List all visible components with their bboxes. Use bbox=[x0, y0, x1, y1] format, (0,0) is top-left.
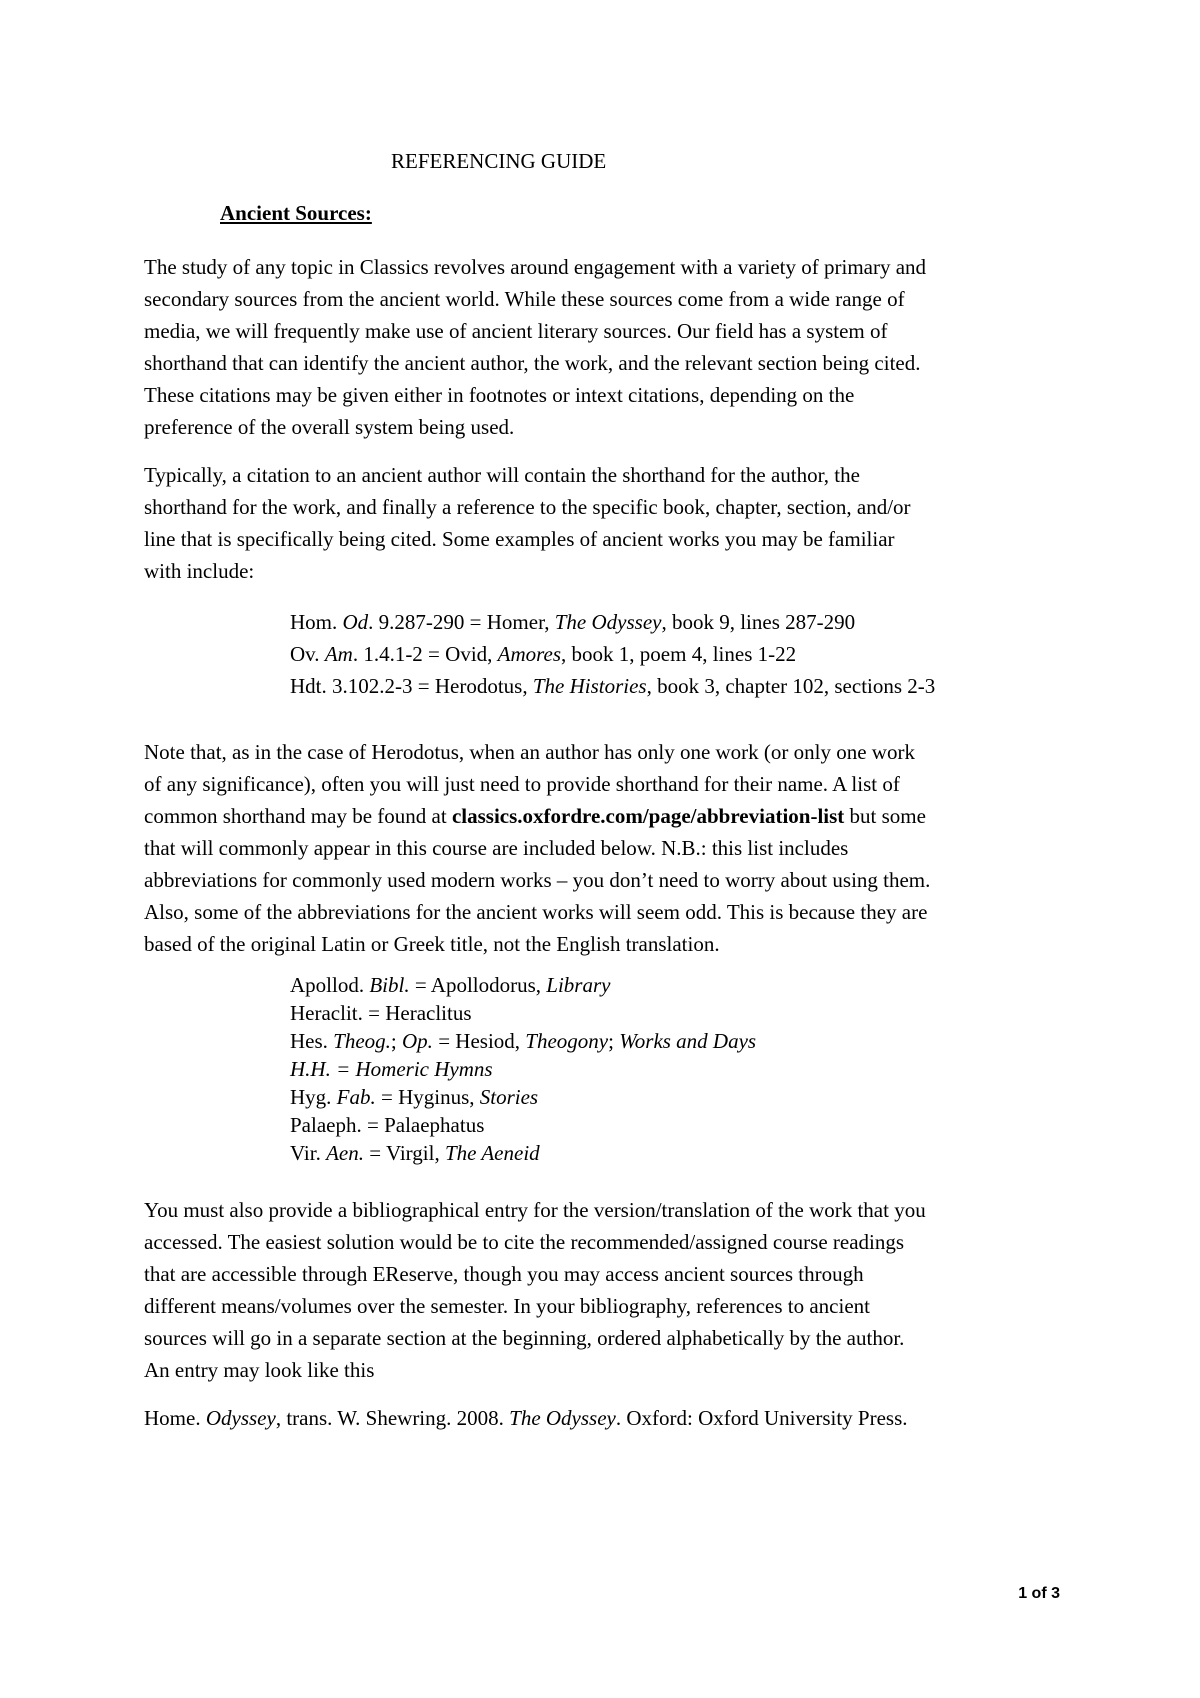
intro-paragraph bbox=[144, 251, 1074, 443]
paragraph-line: sources will go in a separate section at the beginning, ordered alphabetically by the author. bbox=[144, 1326, 905, 1350]
paragraph-line: The study of any topic in Classics revolves around engagement with a variety of primary and bbox=[144, 255, 927, 279]
paragraph-line: common shorthand may be found at classics.oxfordre.com/page/abbreviation-list but some bbox=[144, 804, 926, 828]
paragraph-line: You must also provide a bibliographical entry for the version/translation of the work that you bbox=[144, 1198, 926, 1222]
paragraph-line: different means/volumes over the semester. In your bibliography, references to ancient bbox=[144, 1294, 870, 1318]
paragraph-line: Note that, as in the case of Herodotus, when an author has only one work (or only one work bbox=[144, 740, 915, 764]
shorthand-paragraph bbox=[144, 736, 1074, 960]
title-text: REFERENCING GUIDE bbox=[391, 149, 607, 173]
citation-paragraph bbox=[144, 459, 1074, 587]
abbreviation-list-link: classics.oxfordre.com/page/abbreviation-list bbox=[451, 804, 845, 828]
abbreviation-item: Apollod. Bibl. = Apollodorus, Library bbox=[290, 973, 611, 997]
paragraph-line: Typically, a citation to an ancient author will contain the shorthand for the author, the bbox=[144, 463, 860, 487]
bibliography-example bbox=[144, 1402, 1074, 1434]
paragraph-line: of any significance), often you will just need to provide shorthand for their name. A list of bbox=[144, 772, 900, 796]
abbreviation-item: Hyg. Fab. = Hyginus, Stories bbox=[290, 1085, 539, 1109]
abbreviation-item: Hes. Theog.; Op. = Hesiod, Theogony; Works and Days bbox=[290, 1029, 757, 1053]
paragraph-line: that will commonly appear in this course are included below. N.B.: this list includes bbox=[144, 836, 849, 860]
paragraph-line: line that is specifically being cited. Some examples of ancient works you may be familiar bbox=[144, 527, 895, 551]
paragraph-line: abbreviations for commonly used modern works – you don’t need to worry about using them. bbox=[144, 868, 931, 892]
examples-list bbox=[290, 606, 935, 702]
paragraph-line: shorthand for the work, and finally a reference to the specific book, chapter, section, and/or bbox=[144, 495, 911, 519]
paragraph-line: shorthand that can identify the ancient author, the work, and the relevant section being cited. bbox=[144, 351, 921, 375]
paragraph-line: These citations may be given either in footnotes or intext citations, depending on the bbox=[144, 383, 855, 407]
paragraph-line: that are accessible through EReserve, though you may access ancient sources through bbox=[144, 1262, 864, 1286]
abbreviations-list bbox=[290, 971, 756, 1167]
paragraph-line: An entry may look like this bbox=[144, 1358, 375, 1382]
page-number: 1 of 3 bbox=[1018, 1585, 1060, 1602]
bibliography-paragraph bbox=[144, 1194, 1074, 1386]
paragraph-line: secondary sources from the ancient world. While these sources come from a wide range of bbox=[144, 287, 905, 311]
paragraph-line: accessed. The easiest solution would be to cite the recommended/assigned course readings bbox=[144, 1230, 905, 1254]
abbreviation-item: Heraclit. = Heraclitus bbox=[290, 1001, 472, 1025]
section-heading: Ancient Sources: bbox=[220, 201, 372, 225]
abbreviation-item: H.H. = Homeric Hymns bbox=[290, 1057, 493, 1081]
paragraph-line: preference of the overall system being used. bbox=[144, 415, 515, 439]
paragraph-line: based of the original Latin or Greek title, not the English translation. bbox=[144, 932, 720, 956]
bib-entry: Home. Odyssey, trans. W. Shewring. 2008. The Odyssey. Oxford: Oxford University Press. bbox=[144, 1406, 908, 1430]
example-line: Hom. Od. 9.287-290 = Homer, The Odyssey, book 9, lines 287-290 bbox=[290, 610, 856, 634]
paragraph-line: with include: bbox=[144, 559, 255, 583]
example-line: Hdt. 3.102.2-3 = Herodotus, The Histories, book 3, chapter 102, sections 2-3 bbox=[290, 674, 936, 698]
example-line: Ov. Am. 1.4.1-2 = Ovid, Amores, book 1, poem 4, lines 1-22 bbox=[290, 642, 797, 666]
abbreviation-item: Vir. Aen. = Virgil, The Aeneid bbox=[290, 1141, 540, 1165]
paragraph-line: media, we will frequently make use of ancient literary sources. Our field has a system of bbox=[144, 319, 888, 343]
paragraph-line: Also, some of the abbreviations for the ancient works will seem odd. This is because they are bbox=[144, 900, 928, 924]
abbreviation-item: Palaeph. = Palaephatus bbox=[290, 1113, 485, 1137]
